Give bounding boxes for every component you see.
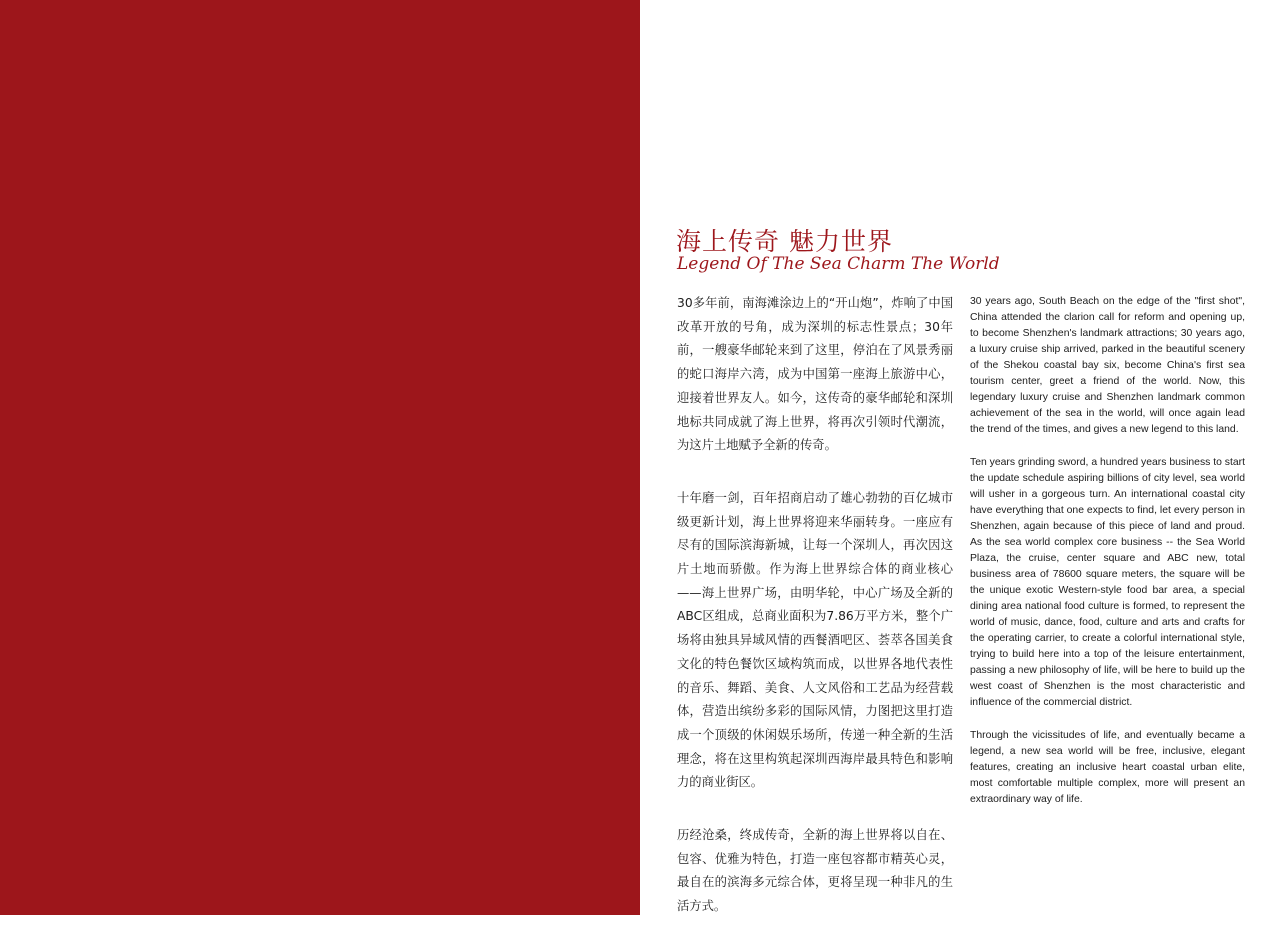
title-chinese: 海上传奇 魅力世界 (676, 227, 893, 256)
chinese-paragraph-1: 30多年前，南海滩涂边上的“开山炮”，炸响了中国改革开放的号角，成为深圳的标志性景点；30年前，一艘豪华邮轮来到了这里，停泊在了风景秀丽的蛇口海岸六湾，成为中国第一座海上旅游中心，迎接着世界友人。如今，这传奇的豪华邮轮和深圳地标共同成就了海上世界，将再次引领时代潮流，为这片土地赋予全新的传奇。 (677, 296, 953, 453)
chinese-paragraph-3: 历经沧桑，终成传奇，全新的海上世界将以自在、包容、优雅为特色，打造一座包容都市精英心灵，最自在的滨海多元综合体，更将呈现一种非凡的生活方式。 (677, 828, 953, 914)
english-paragraph-3: Through the vicissitudes of life, and eventually became a legend, a new sea world will be free, inclusive, elegant features, creating an inclusive heart coastal urban elite, most comfortable multiple complex, more will present an extraordinary way of life. (970, 730, 1245, 805)
chinese-paragraph-2: 十年磨一剑，百年招商启动了雄心勃勃的百亿城市级更新计划，海上世界将迎来华丽转身。一座应有尽有的国际滨海新城，让每一个深圳人，再次因这片土地而骄傲。作为海上世界综合体的商业核心——海上世界广场，由明华轮，中心广场及全新的ABC区组成，总商业面积为7.86万平方米，整个广场将由独具异域风情的西餐酒吧区、荟萃各国美食文化的特色餐饮区域构筑而成，以世界各地代表性的音乐、舞蹈、美食、人文风俗和工艺品为经营载体，营造出缤纷多彩的国际风情，力图把这里打造成一个顶级的休闲娱乐场所，传递一种全新的生活理念，将在这里构筑起深圳西海岸最具特色和影响力的商业街区。 (677, 490, 953, 790)
english-text-column (970, 294, 1245, 825)
chinese-text-column (677, 292, 953, 948)
red-background-panel (0, 0, 640, 915)
english-paragraph-1: 30 years ago, South Beach on the edge of the "first shot", China attended the clarion call for reform and opening up, to become Shenzhen's landmark attractions; 30 years ago, a luxury cruise ship arrived, parked in the beautiful scenery of the Shekou coastal bay six, become China's first sea tourism center, greet a friend of the world. Now, this legendary luxury cruise and Shenzhen landmark common achievement of the sea in the world, will once again lead the trend of the times, and gives a new legend to this land. (970, 296, 1245, 435)
english-paragraph-2: Ten years grinding sword, a hundred years business to start the update schedule aspiring billions of city level, sea world will usher in a gorgeous turn. An international coastal city have everything that one expects to find, let every person in Shenzhen, again because of this piece of land and proud. As the sea world complex core business -- the Sea World Plaza, the cruise, center square and ABC new, total business area of 78600 square meters, the square will be the unique exotic Western-style food bar area, a special dining area national food culture is formed, to represent the world of music, dance, food, culture and arts and crafts for the operating carrier, to create a colorful international style, trying to build here into a top of the leisure entertainment, passing a new philosophy of life, will be here to build up the west coast of Shenzhen is the most characteristic and influence of the commercial district. (970, 457, 1245, 708)
title-english: Legend Of The Sea Charm The World (677, 254, 1000, 274)
